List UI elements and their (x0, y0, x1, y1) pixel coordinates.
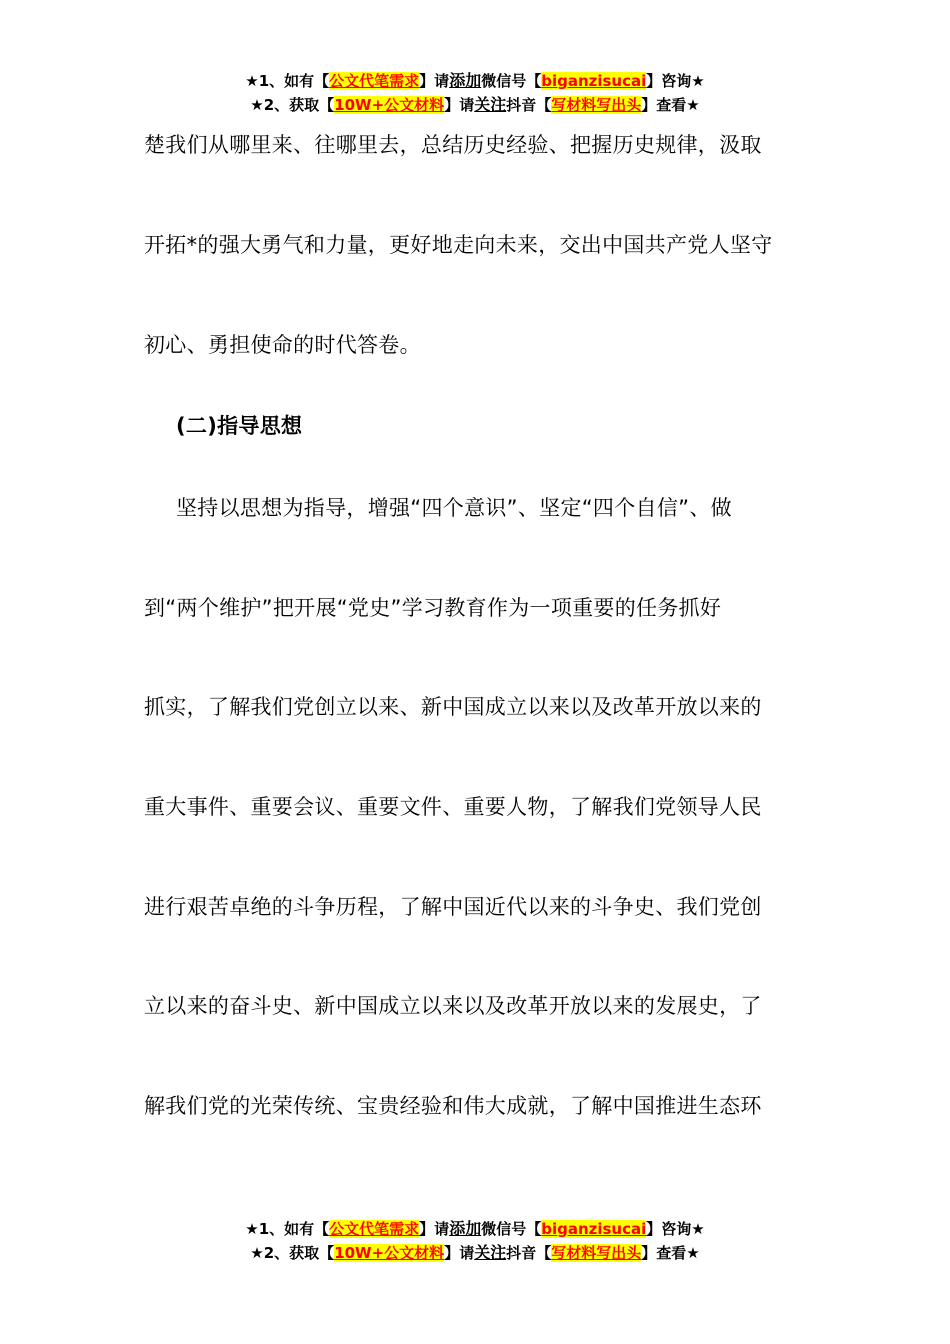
paragraph-line: 重大事件、重要会议、重要文件、重要人物，了解我们党领导人民 (144, 795, 762, 819)
banner-line-2 (0, 93, 950, 117)
wechat-id-text: biganzisucai (541, 72, 647, 90)
emphasis-text: 添加 (449, 71, 482, 90)
paragraph-line: 进行艰苦卓绝的斗争历程，了解中国近代以来的斗争史、我们党创 (144, 895, 762, 919)
banner-text: ★2、获取【 (250, 96, 335, 114)
banner-text: 】查看★ (641, 1244, 700, 1262)
paragraph-line: 解我们党的光荣传统、宝贵经验和伟大成就，了解中国推进生态环 (144, 1094, 762, 1118)
footer-banner (0, 1217, 950, 1265)
banner-text: ★2、获取【 (250, 1244, 335, 1262)
body-line: 开拓*的强大勇气和力量，更好地走向未来，交出中国共产党人坚守 (144, 233, 773, 257)
section-heading: (二)指导思想 (176, 414, 303, 438)
highlight-materials-text: 10W+公文材料 (334, 96, 445, 114)
banner-text: 微信号【 (481, 72, 542, 90)
banner-text: ★1、如有【 (245, 72, 330, 90)
banner-line-1 (0, 1217, 950, 1241)
banner-text: 】咨询★ (646, 72, 705, 90)
wechat-id-text: biganzisucai (541, 1220, 647, 1238)
highlight-service-text: 公文代笔需求 (329, 1220, 420, 1238)
paragraph-line: 到“两个维护”把开展“党史”学习教育作为一项重要的任务抓好 (144, 596, 722, 620)
banner-text: 】请 (419, 1220, 450, 1238)
douyin-account-text: 写材料写出头 (551, 96, 642, 114)
emphasis-text: 关注 (474, 1243, 507, 1262)
banner-text: 微信号【 (481, 1220, 542, 1238)
body-line: 初心、勇担使命的时代答卷。 (144, 333, 421, 357)
banner-text: 】请 (444, 96, 475, 114)
banner-text: 抖音【 (506, 1244, 552, 1262)
emphasis-text: 关注 (474, 95, 507, 114)
emphasis-text: 添加 (449, 1219, 482, 1238)
paragraph-line: 抓实，了解我们党创立以来、新中国成立以来以及改革开放以来的 (144, 695, 762, 719)
banner-text: ★1、如有【 (245, 1220, 330, 1238)
banner-text: 】请 (419, 72, 450, 90)
douyin-account-text: 写材料写出头 (551, 1244, 642, 1262)
banner-text: 】查看★ (641, 96, 700, 114)
banner-text: 】请 (444, 1244, 475, 1262)
banner-text: 抖音【 (506, 96, 552, 114)
highlight-service-text: 公文代笔需求 (329, 72, 420, 90)
body-line: 楚我们从哪里来、往哪里去，总结历史经验、把握历史规律，汲取 (144, 133, 762, 157)
banner-line-1 (0, 69, 950, 93)
paragraph-line: 立以来的奋斗史、新中国成立以来以及改革开放以来的发展史，了 (144, 994, 762, 1018)
highlight-materials-text: 10W+公文材料 (334, 1244, 445, 1262)
paragraph-line: 坚持以思想为指导，增强“四个意识”、坚定“四个自信”、做 (176, 496, 732, 520)
header-banner (0, 69, 950, 117)
banner-line-2 (0, 1241, 950, 1265)
banner-text: 】咨询★ (646, 1220, 705, 1238)
